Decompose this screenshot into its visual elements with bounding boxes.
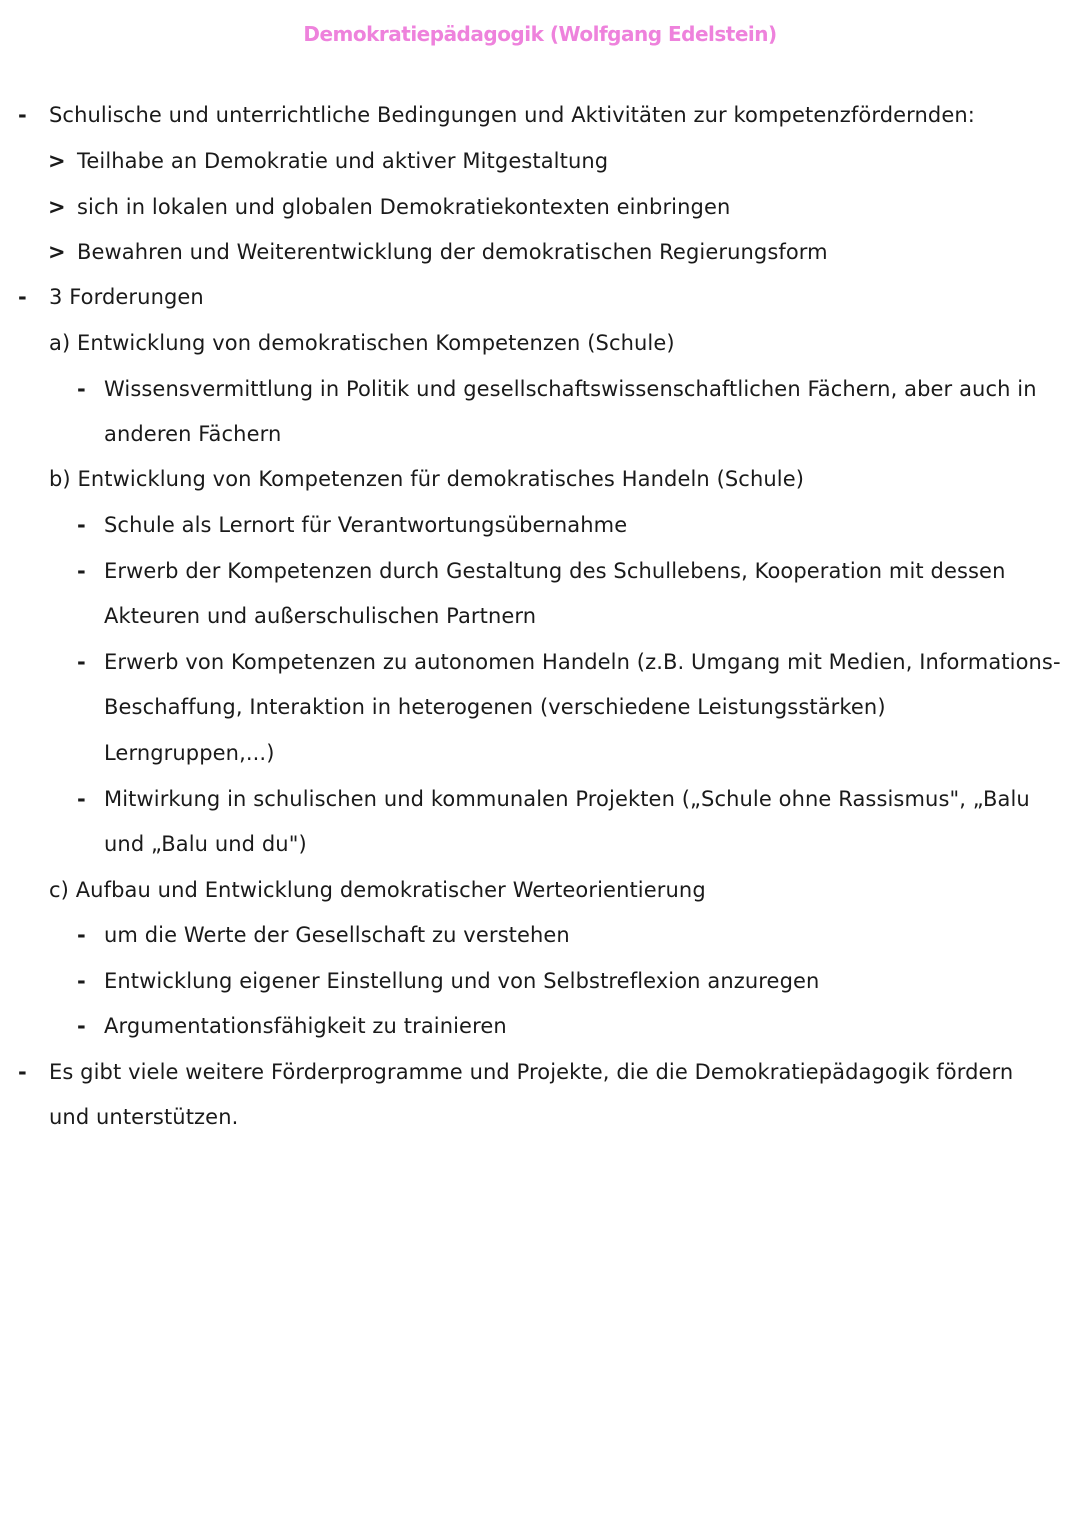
sub-item-continuation: Lerngruppen,...) [104, 741, 275, 765]
arrow-marker: > [48, 149, 66, 173]
sub-item: Teilhabe an Demokratie und aktiver Mitgestaltung [77, 149, 609, 173]
arrow-marker: > [48, 240, 66, 264]
page-title: Demokratiepädagogik (Wolfgang Edelstein) [303, 22, 777, 46]
sub-item-continuation: Akteuren und außerschulischen Partnern [104, 604, 537, 628]
sub-item: sich in lokalen und globalen Demokratiekontexten einbringen [77, 195, 731, 219]
dash-marker: - [18, 103, 27, 127]
dash-marker: - [77, 923, 86, 947]
subsection-heading-a: a) Entwicklung von demokratischen Kompetenzen (Schule) [49, 331, 675, 355]
dash-marker: - [77, 377, 86, 401]
sub-item: Argumentationsfähigkeit zu trainieren [104, 1014, 507, 1038]
bullet-text: Es gibt viele weitere Förderprogramme und Projekte, die die Demokratiepädagogik fördern [49, 1060, 1014, 1084]
dash-marker: - [77, 559, 86, 583]
sub-item-continuation: Beschaffung, Interaktion in heterogenen (verschiedene Leistungsstärken) [104, 695, 886, 719]
dash-marker: - [18, 1060, 27, 1084]
sub-item: Erwerb von Kompetenzen zu autonomen Handeln (z.B. Umgang mit Medien, Informations- [104, 650, 1061, 674]
subsection-heading-c: c) Aufbau und Entwicklung demokratischer Werteorientierung [49, 878, 706, 902]
subsection-heading-b: b) Entwicklung von Kompetenzen für demokratisches Handeln (Schule) [49, 467, 805, 491]
dash-marker: - [77, 1014, 86, 1038]
dash-marker: - [77, 787, 86, 811]
sub-item: Schule als Lernort für Verantwortungsübernahme [104, 513, 628, 537]
sub-item: Mitwirkung in schulischen und kommunalen Projekten („Schule ohne Rassismus", „Balu [104, 787, 1030, 811]
dash-marker: - [18, 285, 27, 309]
sub-item: Erwerb der Kompetenzen durch Gestaltung des Schullebens, Kooperation mit dessen [104, 559, 1006, 583]
dash-marker: - [77, 513, 86, 537]
dash-marker: - [77, 650, 86, 674]
bullet-text-continuation: und unterstützen. [49, 1105, 239, 1129]
bullet-text: Schulische und unterrichtliche Bedingungen und Aktivitäten zur kompetenzfördernden: [49, 103, 975, 127]
bullet-text: 3 Forderungen [49, 285, 204, 309]
sub-item: um die Werte der Gesellschaft zu verstehen [104, 923, 570, 947]
arrow-marker: > [48, 195, 66, 219]
sub-item-continuation: und „Balu und du") [104, 832, 307, 856]
sub-item: Entwicklung eigener Einstellung und von Selbstreflexion anzuregen [104, 969, 820, 993]
sub-item: Wissensvermittlung in Politik und gesellschaftswissenschaftlichen Fächern, aber auch in [104, 377, 1037, 401]
dash-marker: - [77, 969, 86, 993]
sub-item-continuation: anderen Fächern [104, 422, 282, 446]
sub-item: Bewahren und Weiterentwicklung der demokratischen Regierungsform [77, 240, 828, 264]
